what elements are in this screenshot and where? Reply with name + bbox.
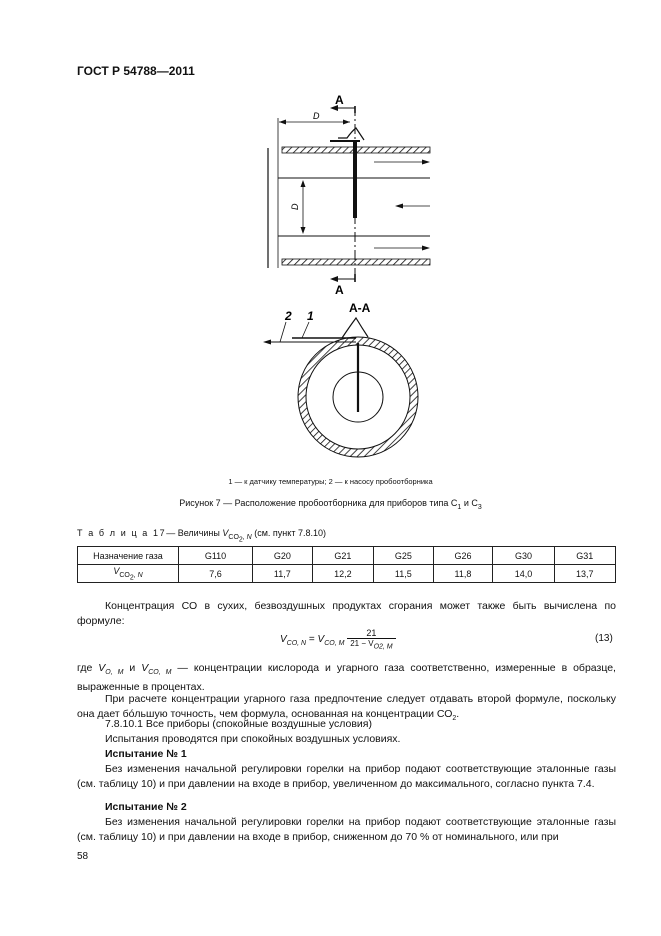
figure-caption bbox=[0, 498, 661, 511]
row-label-sub: CO bbox=[119, 571, 130, 579]
formula-eq: = bbox=[306, 633, 318, 645]
table-cell: 11,7 bbox=[253, 565, 313, 583]
table-cell: 14,0 bbox=[493, 565, 554, 583]
section-mark-bottom-label: А bbox=[335, 283, 344, 297]
para2-sub: 2 bbox=[452, 715, 457, 723]
caption-sub1: 1 bbox=[457, 503, 462, 511]
section-probe-curl bbox=[342, 318, 368, 338]
table-cell: 11,8 bbox=[433, 565, 493, 583]
table-title-v: V bbox=[222, 528, 229, 538]
section-mark-top-label: А bbox=[335, 93, 344, 107]
table-header-cell: G20 bbox=[253, 547, 313, 565]
dim-large-arrow-top bbox=[301, 180, 306, 187]
page-number: 58 bbox=[77, 851, 89, 862]
where-sub1: O, M bbox=[105, 669, 124, 677]
where-v2: V bbox=[141, 662, 149, 674]
para2-end: . bbox=[456, 708, 460, 720]
caption-main: Рисунок 7 — Расположение пробоотборника для приборов типа С bbox=[179, 498, 458, 508]
table-title-prefix: Т а б л и ц а 17 bbox=[77, 528, 167, 538]
formula-denominator bbox=[347, 639, 395, 651]
bottom-pipe-wall bbox=[282, 259, 430, 265]
test-2-heading: Испытание № 2 bbox=[105, 801, 187, 813]
dim-small-arrow-right bbox=[343, 120, 350, 125]
table-header-cell: G25 bbox=[374, 547, 434, 565]
where-v1: V bbox=[98, 662, 106, 674]
dim-large-arrow-bottom bbox=[301, 227, 306, 234]
table-header-cell: G30 bbox=[493, 547, 554, 565]
row-label-v: V bbox=[113, 565, 120, 576]
table-title-sub: CO bbox=[228, 533, 239, 541]
paragraph-where bbox=[77, 661, 616, 695]
where-and: и bbox=[123, 662, 142, 674]
formula-13 bbox=[280, 628, 396, 651]
callout-1-label: 1 bbox=[307, 309, 314, 323]
table-cell: 11,5 bbox=[374, 565, 434, 583]
leader-arrow bbox=[263, 340, 271, 345]
row-label-sub3: , N bbox=[133, 571, 143, 579]
dim-small-arrow-left bbox=[279, 120, 286, 125]
formula-numerator: 21 bbox=[347, 628, 395, 639]
table-title bbox=[77, 528, 326, 543]
gas-table bbox=[77, 546, 616, 583]
formula-den-sub: O2, M bbox=[373, 643, 393, 651]
table-row bbox=[78, 565, 616, 583]
formula-rhs-sub: CO, M bbox=[324, 639, 345, 647]
table-row-label bbox=[78, 565, 179, 583]
table-title-sub3: , N bbox=[242, 533, 252, 541]
flow-arrow-1-head bbox=[422, 160, 430, 165]
flow-arrow-3-head bbox=[422, 246, 430, 251]
row-label-sub2: 2 bbox=[129, 574, 134, 582]
document-header: ГОСТ Р 54788—2011 bbox=[77, 64, 195, 78]
dim-large-label: D bbox=[290, 203, 300, 210]
test-2-body: Без изменения начальной регулировки горелки на прибор подают соответствующие эталонные газы (см. таблицу 10) и при давлении на входе в прибор, сниженном до 70 % от номинального, или при bbox=[77, 816, 616, 843]
table-cell: 13,7 bbox=[554, 565, 615, 583]
table-header-row bbox=[78, 547, 616, 565]
table-header-cell: G110 bbox=[179, 547, 253, 565]
table-header-cell: G26 bbox=[433, 547, 493, 565]
probe-curl bbox=[338, 128, 364, 140]
table-header-label: Назначение газа bbox=[78, 547, 179, 565]
section-mark-bottom-head bbox=[330, 276, 338, 282]
where-prefix: где bbox=[77, 662, 99, 674]
where-sub2: CO, M bbox=[148, 669, 172, 677]
callout-2-line bbox=[280, 322, 286, 342]
callout-2-label: 2 bbox=[285, 309, 292, 323]
formula-fraction bbox=[347, 628, 395, 651]
table-header-cell: G31 bbox=[554, 547, 615, 565]
table-cell: 12,2 bbox=[312, 565, 373, 583]
table-title-sub2: 2 bbox=[238, 536, 243, 544]
table-cell: 7,6 bbox=[179, 565, 253, 583]
caption-and: и С bbox=[461, 498, 478, 508]
where-rest: — концентрации кислорода и угарного газа соответственно, измеренные в образце, выраженные в процентах. bbox=[77, 662, 616, 694]
paragraph-co-formula: Концентрация СО в сухих, безвоздушных продуктах сгорания может также быть вычислена по формуле: bbox=[77, 600, 616, 627]
test-1-heading: Испытание № 1 bbox=[105, 748, 187, 760]
table-header-cell: G21 bbox=[312, 547, 373, 565]
caption-sub2: 3 bbox=[477, 503, 482, 511]
table-title-rest: — Величины bbox=[166, 528, 223, 538]
formula-rhs-v: V bbox=[317, 633, 325, 645]
callout-1-line bbox=[302, 322, 309, 338]
formula-lhs-sub: CO, N bbox=[286, 639, 307, 647]
formula-lhs-v: V bbox=[280, 633, 287, 645]
section-view-title: А-А bbox=[349, 301, 371, 315]
dim-small-label: D bbox=[313, 111, 320, 121]
equation-number: (13) bbox=[595, 633, 613, 644]
formula-den-text: 21 − V bbox=[350, 639, 374, 648]
probe-tube bbox=[353, 140, 357, 218]
table-title-ref: (см. пункт 7.8.10) bbox=[251, 528, 326, 538]
figure-legend: 1 — к датчику температуры; 2 — к насосу пробоотборника bbox=[228, 477, 433, 486]
flow-arrow-2-head bbox=[395, 204, 403, 209]
test-1-body: Без изменения начальной регулировки горелки на прибор подают соответствующие эталонные газы (см. таблицу 10) и при давлении на входе в прибор, увеличенном до максимального, согласно пункта 7.4. bbox=[77, 763, 616, 790]
clause-7-8-10-1: 7.8.10.1 Все приборы (спокойные воздушные условия) bbox=[105, 718, 372, 730]
paragraph-quiet-conditions: Испытания проводятся при спокойных воздушных условиях. bbox=[105, 733, 401, 745]
para2-text: При расчете концентрации угарного газа предпочтение следует отдавать второй формуле, поскольку она дает бо́льшую точность, чем формула, основанная на концентрации СО bbox=[77, 693, 616, 720]
